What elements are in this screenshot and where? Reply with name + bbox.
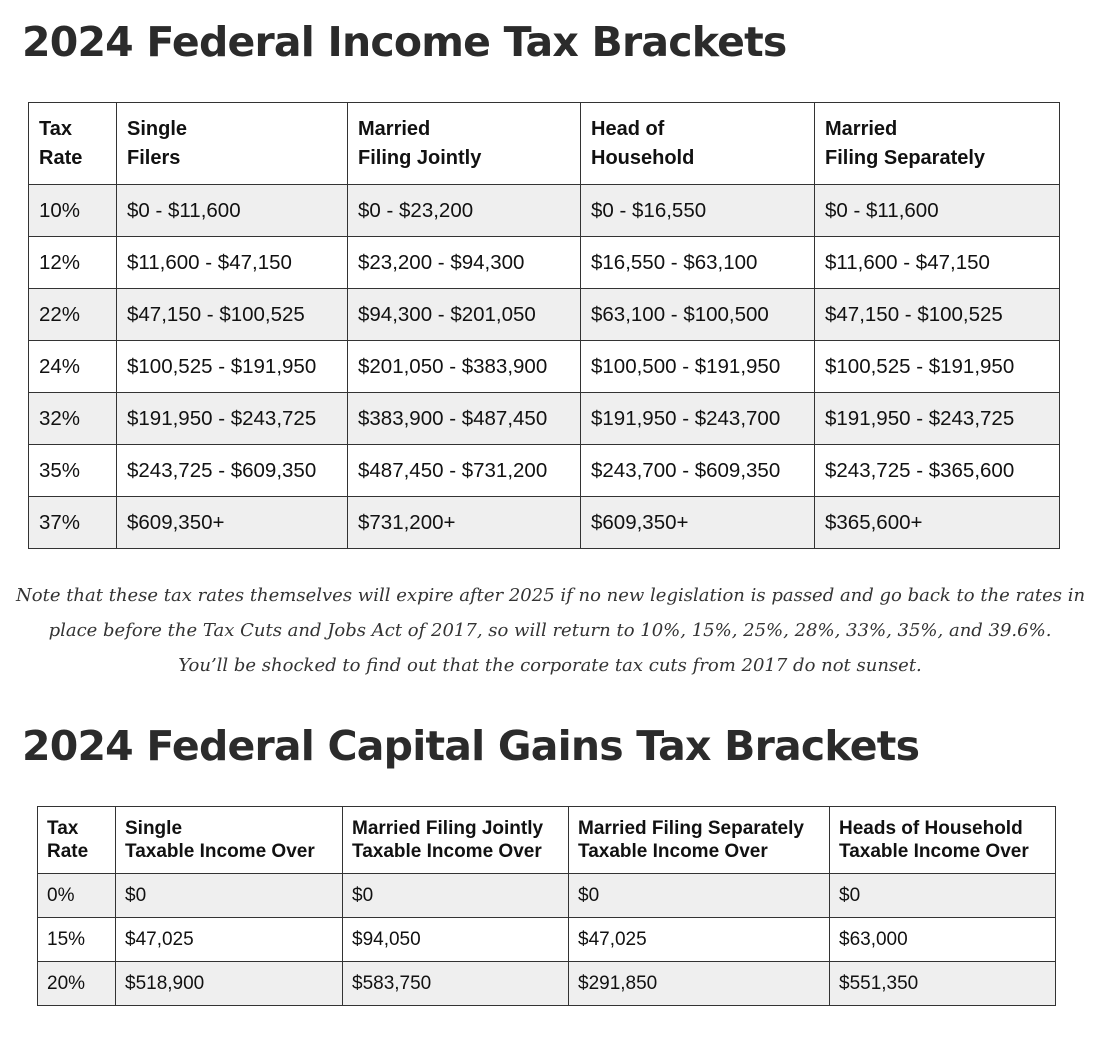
table-cell: 35% <box>29 445 117 497</box>
table-cell: $47,150 - $100,525 <box>815 289 1060 341</box>
header-line: Married Filing Jointly <box>352 818 544 839</box>
table-cell: $201,050 - $383,900 <box>348 341 581 393</box>
note-line: Note that these tax rates themselves will expire after 2025 if no new legislation is passed and go back to the rates in <box>16 585 1086 606</box>
table-cell: $191,950 - $243,700 <box>581 393 815 445</box>
table-cell: 22% <box>29 289 117 341</box>
table-cell: $63,000 <box>830 918 1056 962</box>
table-cell: $243,700 - $609,350 <box>581 445 815 497</box>
table-row <box>29 445 1060 497</box>
table-cell: $383,900 - $487,450 <box>348 393 581 445</box>
table-cell: $731,200+ <box>348 497 581 549</box>
note-line: place before the Tax Cuts and Jobs Act of 2017, so will return to 10%, 15%, 25%, 28%, 33%, 35%, and 39.6%. <box>48 620 1052 641</box>
tax-expiry-note <box>16 578 1084 683</box>
table-cell: $583,750 <box>343 962 569 1006</box>
table-cell: $11,600 - $47,150 <box>815 237 1060 289</box>
table-cell: $94,300 - $201,050 <box>348 289 581 341</box>
table-row <box>29 185 1060 237</box>
header-line: Head of <box>591 117 665 140</box>
header-line: Filing Separately <box>825 146 986 169</box>
table-cell: $365,600+ <box>815 497 1060 549</box>
header-married-separately <box>569 807 830 874</box>
header-heads-of-household <box>830 807 1056 874</box>
header-line: Tax <box>47 818 79 839</box>
header-line: Taxable Income Over <box>578 841 768 862</box>
header-line: Single <box>125 818 183 839</box>
header-line: Heads of Household <box>839 818 1023 839</box>
capital-gains-title: 2024 Federal Capital Gains Tax Brackets <box>22 722 920 770</box>
table-row <box>29 393 1060 445</box>
table-cell: 0% <box>38 874 116 918</box>
header-head-of-household <box>581 103 815 185</box>
table-row <box>29 289 1060 341</box>
table-cell: $100,500 - $191,950 <box>581 341 815 393</box>
income-tax-title: 2024 Federal Income Tax Brackets <box>22 18 787 66</box>
table-cell: $23,200 - $94,300 <box>348 237 581 289</box>
header-line: Tax <box>39 117 72 140</box>
table-cell: $0 - $11,600 <box>815 185 1060 237</box>
table-cell: $0 - $16,550 <box>581 185 815 237</box>
table-cell: $100,525 - $191,950 <box>117 341 348 393</box>
table-row <box>38 874 1056 918</box>
table-cell: 20% <box>38 962 116 1006</box>
header-line: Taxable Income Over <box>125 841 315 862</box>
income-tax-table <box>28 102 1060 549</box>
table-row <box>29 341 1060 393</box>
header-line: Married <box>825 117 898 140</box>
header-line: Married <box>358 117 431 140</box>
header-line: Single <box>127 117 188 140</box>
header-line: Taxable Income Over <box>352 841 542 862</box>
table-cell: $16,550 - $63,100 <box>581 237 815 289</box>
table-cell: $47,025 <box>116 918 343 962</box>
table-cell: $609,350+ <box>581 497 815 549</box>
table-cell: $243,725 - $609,350 <box>117 445 348 497</box>
table-cell: $0 <box>343 874 569 918</box>
table-cell: $47,025 <box>569 918 830 962</box>
header-tax-rate <box>38 807 116 874</box>
table-cell: $291,850 <box>569 962 830 1006</box>
header-line: Married Filing Separately <box>578 818 804 839</box>
table-row <box>29 497 1060 549</box>
table-header-row <box>38 807 1056 874</box>
table-cell: $518,900 <box>116 962 343 1006</box>
table-cell: $191,950 - $243,725 <box>117 393 348 445</box>
table-cell: $191,950 - $243,725 <box>815 393 1060 445</box>
header-line: Rate <box>39 146 83 169</box>
table-cell: $243,725 - $365,600 <box>815 445 1060 497</box>
header-line: Household <box>591 146 695 169</box>
header-married-jointly <box>348 103 581 185</box>
header-line: Rate <box>47 841 89 862</box>
header-line: Filing Jointly <box>358 146 482 169</box>
header-married-jointly <box>343 807 569 874</box>
table-header-row <box>29 103 1060 185</box>
table-cell: $63,100 - $100,500 <box>581 289 815 341</box>
table-cell: 12% <box>29 237 117 289</box>
note-line: You’ll be shocked to find out that the corporate tax cuts from 2017 do not sunset. <box>178 655 922 676</box>
table-cell: $487,450 - $731,200 <box>348 445 581 497</box>
table-cell: 24% <box>29 341 117 393</box>
table-cell: $94,050 <box>343 918 569 962</box>
table-cell: 15% <box>38 918 116 962</box>
table-cell: 32% <box>29 393 117 445</box>
table-row <box>38 962 1056 1006</box>
header-tax-rate <box>29 103 117 185</box>
header-married-separately <box>815 103 1060 185</box>
table-cell: $0 - $23,200 <box>348 185 581 237</box>
table-cell: $609,350+ <box>117 497 348 549</box>
header-line: Taxable Income Over <box>839 841 1029 862</box>
table-cell: $0 <box>830 874 1056 918</box>
header-single <box>116 807 343 874</box>
table-cell: 10% <box>29 185 117 237</box>
table-cell: 37% <box>29 497 117 549</box>
header-single <box>117 103 348 185</box>
table-cell: $0 <box>569 874 830 918</box>
table-row <box>38 918 1056 962</box>
table-cell: $551,350 <box>830 962 1056 1006</box>
table-cell: $0 <box>116 874 343 918</box>
table-cell: $47,150 - $100,525 <box>117 289 348 341</box>
table-cell: $11,600 - $47,150 <box>117 237 348 289</box>
table-cell: $100,525 - $191,950 <box>815 341 1060 393</box>
table-cell: $0 - $11,600 <box>117 185 348 237</box>
table-row <box>29 237 1060 289</box>
header-line: Filers <box>127 146 181 169</box>
capital-gains-table <box>37 806 1056 1006</box>
